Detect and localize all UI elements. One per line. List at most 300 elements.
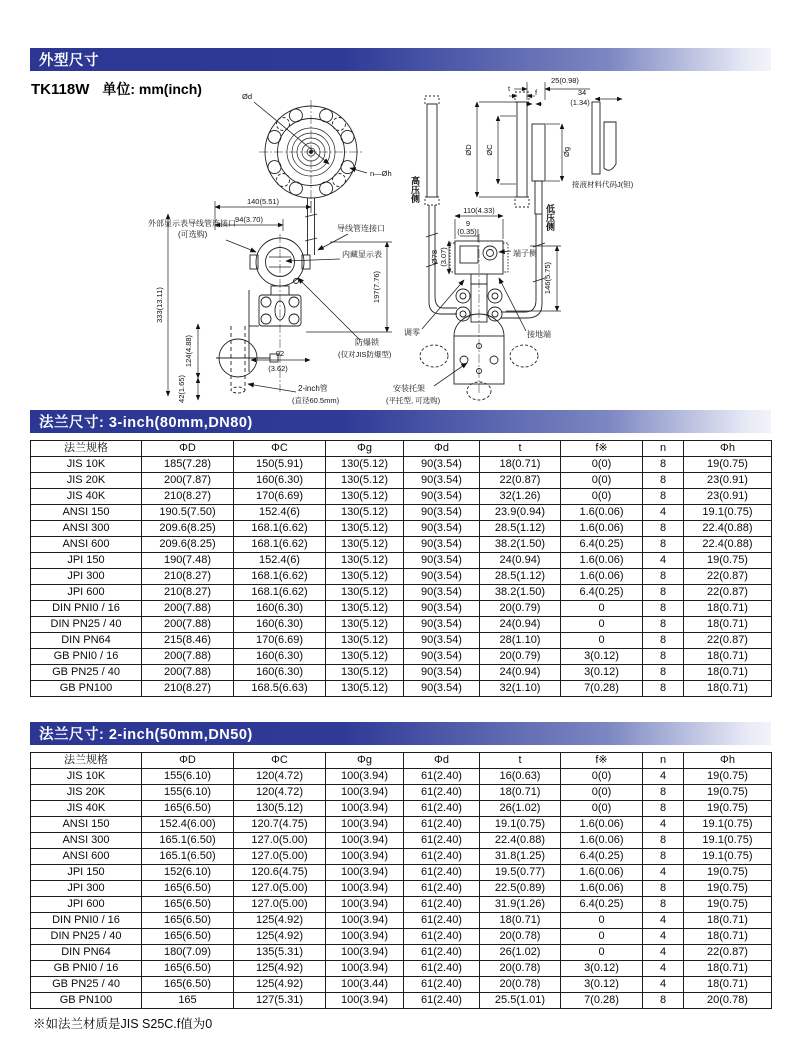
front-view-drawing <box>148 92 392 405</box>
table-cell: 4 <box>643 961 684 977</box>
table-cell: 19(0.75) <box>684 865 772 881</box>
front-dim-140: 140(5.51) <box>246 197 280 206</box>
table-cell: 61(2.40) <box>404 929 480 945</box>
table-cell: 32(1.10) <box>480 681 561 697</box>
table-row <box>31 785 772 801</box>
table-cell: GB PN25 / 40 <box>31 665 142 681</box>
table-cell: 100(3.94) <box>326 945 404 961</box>
low-pressure-side-label: 低压侧 <box>545 204 555 231</box>
front-dim-124: 124(4.88) <box>184 334 193 368</box>
table-cell: GB PNI0 / 16 <box>31 961 142 977</box>
table-row <box>31 681 772 697</box>
table-cell: 18(0.71) <box>684 617 772 633</box>
column-header: t <box>480 753 561 769</box>
table-cell: 90(3.54) <box>404 553 480 569</box>
table-cell: 24(0.94) <box>480 665 561 681</box>
table-cell: ANSI 300 <box>31 521 142 537</box>
table-cell: 6.4(0.25) <box>561 585 643 601</box>
table-cell: 130(5.12) <box>326 489 404 505</box>
table-cell: 90(3.54) <box>404 473 480 489</box>
table-cell: 165(6.50) <box>142 977 234 993</box>
table-cell: 120.7(4.75) <box>234 817 326 833</box>
table-cell: 165(6.50) <box>142 961 234 977</box>
table-cell: 130(5.12) <box>326 633 404 649</box>
front-dim-197: 197(7.76) <box>372 270 381 304</box>
outline-dimensions-title: 外型尺寸 <box>39 53 99 69</box>
table-cell: 0(0) <box>561 473 643 489</box>
table-cell: 1.6(0.06) <box>561 865 643 881</box>
table-cell: 7(0.28) <box>561 993 643 1009</box>
table-cell: 20(0.79) <box>480 601 561 617</box>
table-cell: 19.1(0.75) <box>684 849 772 865</box>
table-cell: 8 <box>643 833 684 849</box>
table-row <box>31 897 772 913</box>
table-cell: DIN PNI0 / 16 <box>31 913 142 929</box>
table-cell: DIN PN25 / 40 <box>31 617 142 633</box>
table-cell: 61(2.40) <box>404 865 480 881</box>
table-cell: 8 <box>643 993 684 1009</box>
table-cell: 8 <box>643 849 684 865</box>
table-cell: 18(0.71) <box>684 929 772 945</box>
column-header: ΦC <box>234 441 326 457</box>
table-cell: JPI 600 <box>31 585 142 601</box>
table-cell: 19(0.75) <box>684 769 772 785</box>
table-cell: 130(5.12) <box>326 601 404 617</box>
table-cell: 4 <box>643 945 684 961</box>
table-cell: ANSI 600 <box>31 849 142 865</box>
table-cell: ANSI 150 <box>31 505 142 521</box>
table-cell: 20(0.78) <box>480 929 561 945</box>
table-cell: 130(5.12) <box>326 649 404 665</box>
table-cell: 160(6.30) <box>234 665 326 681</box>
table-cell: 1.6(0.06) <box>561 881 643 897</box>
table-cell: 24(0.94) <box>480 553 561 569</box>
table-cell: 100(3.94) <box>326 865 404 881</box>
table-row <box>31 833 772 849</box>
table-cell: 200(7.87) <box>142 473 234 489</box>
table-row <box>31 489 772 505</box>
table-cell: 100(3.94) <box>326 785 404 801</box>
table-cell: 210(8.27) <box>142 585 234 601</box>
table-cell: 215(8.46) <box>142 633 234 649</box>
table-cell: 170(6.69) <box>234 633 326 649</box>
side-view-drawing <box>386 76 634 405</box>
table-cell: 150(5.91) <box>234 457 326 473</box>
flange-material-footnote: ※如法兰材质是JIS S25C.f值为0 <box>33 1017 213 1031</box>
table-cell: 165 <box>142 993 234 1009</box>
table-cell: 90(3.54) <box>404 681 480 697</box>
table-cell: 61(2.40) <box>404 961 480 977</box>
table-cell: 0(0) <box>561 489 643 505</box>
table-cell: DIN PN64 <box>31 633 142 649</box>
table-row <box>31 961 772 977</box>
table-row <box>31 601 772 617</box>
table-cell: 61(2.40) <box>404 913 480 929</box>
table-cell: JIS 40K <box>31 801 142 817</box>
table-cell: 19(0.75) <box>684 881 772 897</box>
table-cell: 6.4(0.25) <box>561 897 643 913</box>
table-cell: 18(0.71) <box>684 977 772 993</box>
table-cell: JPI 300 <box>31 569 142 585</box>
table-cell: 0 <box>561 945 643 961</box>
column-header: ΦD <box>142 441 234 457</box>
table-cell: 8 <box>643 665 684 681</box>
table-cell: 165(6.50) <box>142 913 234 929</box>
table-cell: 28(1.10) <box>480 633 561 649</box>
external-display-conduit-label-2: (可选购) <box>178 230 208 239</box>
table-cell: 24(0.94) <box>480 617 561 633</box>
ground-terminal-label: 接地端 <box>527 330 551 339</box>
table-cell: JIS 10K <box>31 457 142 473</box>
table-cell: 90(3.54) <box>404 505 480 521</box>
table-cell: 127.0(5.00) <box>234 849 326 865</box>
flange-table-3inch <box>30 440 772 697</box>
table-cell: 8 <box>643 801 684 817</box>
table-cell: 168.5(6.63) <box>234 681 326 697</box>
table-cell: 19(0.75) <box>684 785 772 801</box>
table-cell: 19.1(0.75) <box>684 817 772 833</box>
table-row <box>31 913 772 929</box>
table-cell: 61(2.40) <box>404 785 480 801</box>
table-row <box>31 881 772 897</box>
conduit-connection-label: 导线管连接口 <box>337 224 385 233</box>
external-display-conduit-label: 外部显示表导线管连接口 <box>148 219 236 228</box>
table-cell: 160(6.30) <box>234 649 326 665</box>
table-cell: 1.6(0.06) <box>561 817 643 833</box>
table-cell: 22(0.87) <box>684 945 772 961</box>
table-cell: 130(5.12) <box>326 617 404 633</box>
table-row <box>31 585 772 601</box>
table-header-row <box>31 441 772 457</box>
column-header: Φd <box>404 441 480 457</box>
table-cell: 100(3.94) <box>326 801 404 817</box>
table-cell: 165.1(6.50) <box>142 849 234 865</box>
table-cell: 0 <box>561 913 643 929</box>
model-name: TK118W <box>31 81 90 98</box>
table-cell: 210(8.27) <box>142 489 234 505</box>
table-cell: 160(6.30) <box>234 617 326 633</box>
table-row <box>31 993 772 1009</box>
table-row <box>31 633 772 649</box>
table-cell: 100(3.94) <box>326 897 404 913</box>
table-cell: 18(0.71) <box>684 649 772 665</box>
table-cell: 168.1(6.62) <box>234 537 326 553</box>
table-cell: 1.6(0.06) <box>561 569 643 585</box>
table-cell: 22.5(0.89) <box>480 881 561 897</box>
side-dim-9: 9 <box>465 219 471 228</box>
built-in-indicator-label: 内藏显示表 <box>342 250 382 259</box>
table-cell: 18(0.71) <box>684 601 772 617</box>
table-cell: 165(6.50) <box>142 881 234 897</box>
table-cell: 18(0.71) <box>480 785 561 801</box>
table-cell: 127.0(5.00) <box>234 881 326 897</box>
table-cell: 4 <box>643 865 684 881</box>
table-cell: 165(6.50) <box>142 801 234 817</box>
table-cell: 190.5(7.50) <box>142 505 234 521</box>
table-cell: GB PN100 <box>31 681 142 697</box>
table-cell: 8 <box>643 785 684 801</box>
table-cell: JIS 20K <box>31 785 142 801</box>
table-cell: 180(7.09) <box>142 945 234 961</box>
column-header: f※ <box>561 753 643 769</box>
column-header: Φg <box>326 441 404 457</box>
table-cell: GB PN25 / 40 <box>31 977 142 993</box>
table-cell: 22(0.87) <box>480 473 561 489</box>
table-cell: JPI 600 <box>31 897 142 913</box>
table-cell: 130(5.12) <box>326 569 404 585</box>
side-dim-34: 34 <box>577 88 587 97</box>
zero-adjust-label: 调零 <box>404 328 420 337</box>
table-cell: 18(0.71) <box>684 665 772 681</box>
technical-drawing <box>30 74 771 406</box>
table-row <box>31 849 772 865</box>
table-cell: 22(0.87) <box>684 569 772 585</box>
table-cell: 3(0.12) <box>561 665 643 681</box>
table-cell: 210(8.27) <box>142 569 234 585</box>
table-cell: 61(2.40) <box>404 817 480 833</box>
wetted-material-label: 接液材料代码J(钽) <box>572 180 634 189</box>
table-cell: 125(4.92) <box>234 913 326 929</box>
table-cell: JIS 10K <box>31 769 142 785</box>
table-cell: 22(0.87) <box>684 585 772 601</box>
table-cell: 200(7.88) <box>142 617 234 633</box>
table-cell: ANSI 150 <box>31 817 142 833</box>
table-cell: 20(0.79) <box>480 649 561 665</box>
table-cell: 8 <box>643 681 684 697</box>
table-cell: 130(5.12) <box>326 585 404 601</box>
column-header: n <box>643 753 684 769</box>
table-cell: 185(7.28) <box>142 457 234 473</box>
table-cell: 200(7.88) <box>142 649 234 665</box>
mounting-bracket-label: 安装托架 <box>393 384 425 393</box>
table-cell: 19.5(0.77) <box>480 865 561 881</box>
table-row <box>31 617 772 633</box>
table-cell: 165.1(6.50) <box>142 833 234 849</box>
table-cell: 160(6.30) <box>234 601 326 617</box>
table-cell: 20(0.78) <box>480 961 561 977</box>
outline-dimensions-header-bar <box>30 48 771 71</box>
table-cell: 61(2.40) <box>404 801 480 817</box>
column-header: 法兰规格 <box>31 753 142 769</box>
table-cell: 100(3.94) <box>326 817 404 833</box>
table-row <box>31 865 772 881</box>
table-cell: 127(5.31) <box>234 993 326 1009</box>
table-cell: 8 <box>643 473 684 489</box>
table-row <box>31 945 772 961</box>
table-cell: 90(3.54) <box>404 457 480 473</box>
side-dim-146: 146(5.75) <box>543 261 552 295</box>
column-header: ΦD <box>142 753 234 769</box>
table-cell: 3(0.12) <box>561 649 643 665</box>
table-cell: 127.0(5.00) <box>234 897 326 913</box>
table-cell: JPI 300 <box>31 881 142 897</box>
table-cell: 0(0) <box>561 801 643 817</box>
table-cell: 19.1(0.75) <box>684 505 772 521</box>
table-cell: ANSI 300 <box>31 833 142 849</box>
flange-table-3inch-title-bar <box>30 410 771 433</box>
side-dim-25: 25(0.98) <box>551 76 579 85</box>
table-cell: 8 <box>643 489 684 505</box>
table-cell: 61(2.40) <box>404 945 480 961</box>
table-row <box>31 537 772 553</box>
table-cell: 8 <box>643 457 684 473</box>
table-cell: 4 <box>643 505 684 521</box>
table-cell: 0 <box>561 929 643 945</box>
table-cell: 4 <box>643 553 684 569</box>
table-cell: 130(5.12) <box>326 521 404 537</box>
table-cell: 200(7.88) <box>142 601 234 617</box>
column-header: ΦC <box>234 753 326 769</box>
front-dim-333: 333(13.11) <box>155 287 164 323</box>
column-header: Φh <box>684 753 772 769</box>
table-cell: 90(3.54) <box>404 585 480 601</box>
table-cell: 3(0.12) <box>561 961 643 977</box>
table-cell: 25.5(1.01) <box>480 993 561 1009</box>
table-cell: 3(0.12) <box>561 977 643 993</box>
side-dia-D: ØD <box>464 144 473 156</box>
table-cell: 8 <box>643 649 684 665</box>
table-cell: 8 <box>643 601 684 617</box>
table-cell: 209.6(8.25) <box>142 521 234 537</box>
table-cell: 19.1(0.75) <box>684 833 772 849</box>
table-cell: 23(0.91) <box>684 473 772 489</box>
table-cell: 100(3.44) <box>326 977 404 993</box>
table-cell: 90(3.54) <box>404 633 480 649</box>
table-cell: 120(4.72) <box>234 769 326 785</box>
table-cell: 130(5.12) <box>326 553 404 569</box>
side-dia-g: Øg <box>562 146 571 158</box>
flange-table-2inch <box>30 752 772 1009</box>
table-cell: 168.1(6.62) <box>234 521 326 537</box>
two-inch-pipe-diameter: (直径60.5mm) <box>292 396 340 405</box>
table-cell: 20(0.78) <box>480 977 561 993</box>
table-cell: 0 <box>561 617 643 633</box>
table-cell: 209.6(8.25) <box>142 537 234 553</box>
side-dim-34-inch: (1.34) <box>570 98 590 107</box>
table-row <box>31 521 772 537</box>
table-cell: 100(3.94) <box>326 913 404 929</box>
table-cell: DIN PNI0 / 16 <box>31 601 142 617</box>
table-cell: 165(6.50) <box>142 897 234 913</box>
table-cell: 160(6.30) <box>234 473 326 489</box>
table-cell: 130(5.12) <box>326 537 404 553</box>
table-cell: 8 <box>643 521 684 537</box>
table-cell: 28.5(1.12) <box>480 569 561 585</box>
table-cell: 155(6.10) <box>142 785 234 801</box>
table-cell: 120(4.72) <box>234 785 326 801</box>
table-cell: 19.1(0.75) <box>480 817 561 833</box>
flange-table-2inch-title-bar <box>30 722 771 745</box>
table-cell: 8 <box>643 585 684 601</box>
table-cell: 26(1.02) <box>480 945 561 961</box>
unit-label: 单位: mm(inch) <box>102 81 202 97</box>
table-cell: 168.1(6.62) <box>234 569 326 585</box>
table-cell: 22.4(0.88) <box>684 537 772 553</box>
table-cell: 210(8.27) <box>142 681 234 697</box>
table-cell: 1.6(0.06) <box>561 833 643 849</box>
table-cell: 130(5.12) <box>326 473 404 489</box>
table-cell: 4 <box>643 913 684 929</box>
explosion-proof-lock-label: 防爆锁 <box>355 338 379 347</box>
table-cell: 4 <box>643 769 684 785</box>
table-cell: 1.6(0.06) <box>561 505 643 521</box>
table-cell: 19(0.75) <box>684 457 772 473</box>
table-cell: 22.4(0.88) <box>684 521 772 537</box>
table-cell: 31.8(1.25) <box>480 849 561 865</box>
table-cell: 155(6.10) <box>142 769 234 785</box>
high-pressure-side-label: 高压侧 <box>410 176 420 203</box>
table-cell: 61(2.40) <box>404 897 480 913</box>
table-cell: 18(0.71) <box>480 457 561 473</box>
table-cell: 8 <box>643 569 684 585</box>
column-header: n <box>643 441 684 457</box>
table-cell: 100(3.94) <box>326 961 404 977</box>
table-cell: 165(6.50) <box>142 929 234 945</box>
side-dim-f: f <box>535 88 538 97</box>
table-cell: 38.2(1.50) <box>480 537 561 553</box>
table-row <box>31 817 772 833</box>
table-row <box>31 457 772 473</box>
table-cell: 8 <box>643 633 684 649</box>
table-cell: 90(3.54) <box>404 537 480 553</box>
table-cell: JIS 40K <box>31 489 142 505</box>
column-header: Φg <box>326 753 404 769</box>
table-cell: 23.9(0.94) <box>480 505 561 521</box>
table-cell: JPI 150 <box>31 865 142 881</box>
table-cell: 23(0.91) <box>684 489 772 505</box>
front-dim-92-inch: (3.62) <box>268 364 288 373</box>
explosion-proof-lock-note: (仅对JIS防爆型) <box>338 350 392 359</box>
table-cell: 125(4.92) <box>234 977 326 993</box>
table-cell: 152.4(6) <box>234 553 326 569</box>
table-cell: 130(5.12) <box>326 665 404 681</box>
column-header: Φh <box>684 441 772 457</box>
table-cell: 130(5.12) <box>326 681 404 697</box>
table-cell: 61(2.40) <box>404 769 480 785</box>
table-cell: 20(0.78) <box>684 993 772 1009</box>
column-header: f※ <box>561 441 643 457</box>
table-cell: DIN PN25 / 40 <box>31 929 142 945</box>
table-cell: 90(3.54) <box>404 665 480 681</box>
table-row <box>31 569 772 585</box>
terminal-side-label: 端子侧 <box>513 249 537 258</box>
table-cell: 4 <box>643 817 684 833</box>
table-cell: 28.5(1.12) <box>480 521 561 537</box>
table-cell: 4 <box>643 977 684 993</box>
front-dia-d-label: Ød <box>242 92 253 101</box>
table-cell: 120.6(4.75) <box>234 865 326 881</box>
table-cell: 8 <box>643 537 684 553</box>
table-row <box>31 665 772 681</box>
table-cell: 22.4(0.88) <box>480 833 561 849</box>
table-cell: 61(2.40) <box>404 833 480 849</box>
table-cell: 19(0.75) <box>684 801 772 817</box>
side-dia-78: Ø78 <box>430 249 439 265</box>
table-cell: 0(0) <box>561 785 643 801</box>
table-row <box>31 553 772 569</box>
side-dim-t: t <box>508 84 511 93</box>
table-cell: 152(6.10) <box>142 865 234 881</box>
table-cell: 61(2.40) <box>404 881 480 897</box>
table-cell: 100(3.94) <box>326 929 404 945</box>
table-cell: 8 <box>643 617 684 633</box>
table-cell: JIS 20K <box>31 473 142 489</box>
table-cell: 90(3.54) <box>404 601 480 617</box>
table-cell: 22(0.87) <box>684 633 772 649</box>
table-cell: 6.4(0.25) <box>561 849 643 865</box>
table-cell: 190(7.48) <box>142 553 234 569</box>
two-inch-pipe-label: 2-inch管 <box>298 384 328 393</box>
